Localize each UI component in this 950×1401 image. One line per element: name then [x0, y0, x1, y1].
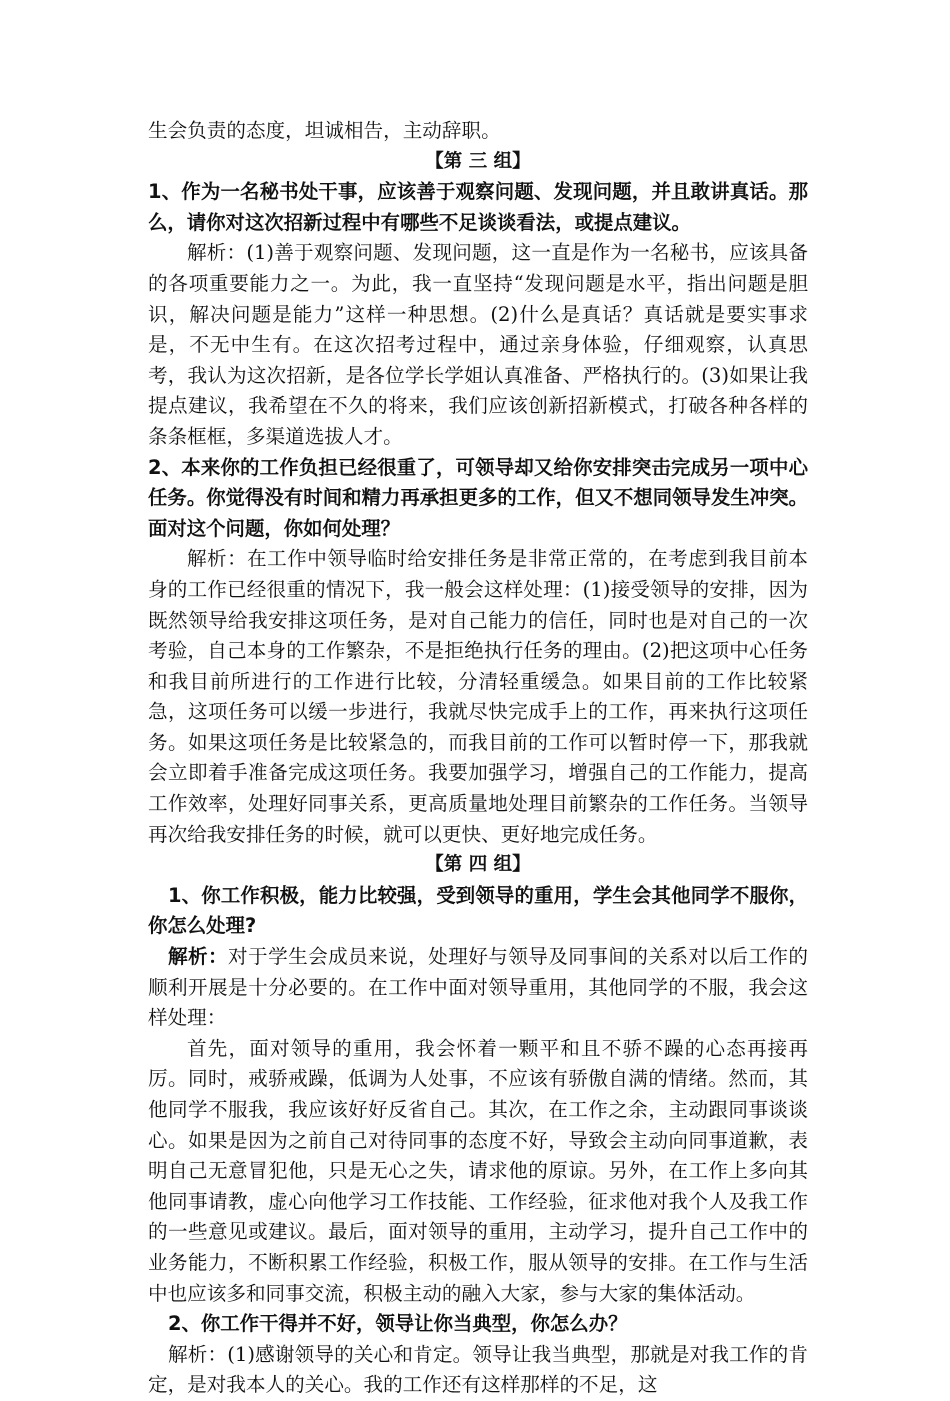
group4-answer-1-intro	[148, 942, 808, 1034]
group3-answer-1: 解析：(1)善于观察问题、发现问题，这一直是作为一名秘书，应该具备的各项重要能力之一。为此，我一直坚持“发现问题是水平，指出问题是胆识，解决问题是能力”这样一种思想。(2)什么是真话？真话就是要实事求是，不无中生有。在这次招考过程中，通过亲身体验，仔细观察，认真思考，我认为这次招新，是各位学长学姐认真准备、严格执行的。(3)如果让我提点建议，我希望在不久的将来，我们应该创新招新模式，打破各种各样的条条框框，多渠道选拔人才。	[148, 241, 808, 448]
group4-question-2: 2、你工作干得并不好，领导让你当典型，你怎么办？	[168, 1312, 628, 1336]
group3-answer-2: 解析：在工作中领导临时给安排任务是非常正常的，在考虑到我目前本身的工作已经很重的情况下，我一般会这样处理：(1)接受领导的安排，因为既然领导给我安排这项任务，是对自己能力的信任，同时也是对自己的一次考验，自己本身的工作繁杂，不是拒绝执行任务的理由。(2)把这项中心任务和我目前所进行的工作进行比较，分清轻重缓急。如果目前的工作比较紧急，这项任务可以缓一步进行，我就尽快完成手上的工作，再来执行这项任务。如果这项任务是比较紧急的，而我目前的工作可以暂时停一下，那我就会立即着手准备完成这项任务。我要加强学习，增强自己的工作能力，提高工作效率，处理好同事关系，更高质量地处理目前繁杂的工作任务。当领导再次给我安排任务的时候，就可以更快、更好地完成任务。	[148, 547, 808, 846]
answer-label: 解析：	[168, 945, 229, 969]
group3-question-1: 1、作为一名秘书处干事，应该善于观察问题、发现问题，并且敢讲真话。那么，请你对这次招新过程中有哪些不足谈谈看法，或提点建议。	[148, 180, 808, 234]
opening-text: 生会负责的态度，坦诚相告，主动辞职。	[148, 119, 501, 142]
document-column	[148, 116, 808, 1401]
answer-intro-text: 对于学生会成员来说，处理好与领导及同事间的关系对以后工作的顺利开展是十分必要的。在工作中面对领导重用，其他同学的不服，我会这样处理：	[148, 945, 809, 1030]
group4-answer-2: 解析：(1)感谢领导的关心和肯定。领导让我当典型，那就是对我工作的肯定，是对我本人的关心。我的工作还有这样那样的不足，这	[148, 1342, 808, 1397]
group4-answer-1-body: 首先，面对领导的重用，我会怀着一颗平和且不骄不躁的心态再接再厉。同时，戒骄戒躁，低调为人处事，不应该有骄傲自满的情绪。然而，其他同学不服我，我应该好好反省自己。其次，在工作之余，主动跟同事谈谈心。如果是因为之前自己对待同事的态度不好，导致会主动向同事道歉，表明自己无意冒犯他，只是无心之失，请求他的原谅。另外，在工作上多向其他同事请教，虚心向他学习工作技能、工作经验，征求他对我个人及我工作的一些意见或建议。最后，面对领导的重用，主动学习，提升自己工作中的业务能力，不断积累工作经验，积极工作，服从领导的安排。在工作与生活中也应该多和同事交流，积极主动的融入大家，参与大家的集体活动。	[148, 1036, 808, 1305]
group3-heading: 【第 三 组】	[425, 150, 531, 172]
group3-question-2: 2、本来你的工作负担已经很重了，可领导却又给你安排突击完成另一项中心任务。你觉得没有时间和精力再承担更多的工作，但又不想同领导发生冲突。面对这个问题，你如何处理？	[148, 455, 808, 540]
group4-heading: 【第 四 组】	[425, 854, 531, 876]
group4-question-1: 1、你工作积极，能力比较强，受到领导的重用，学生会其他同学不服你，你怎么处理?	[148, 883, 808, 938]
